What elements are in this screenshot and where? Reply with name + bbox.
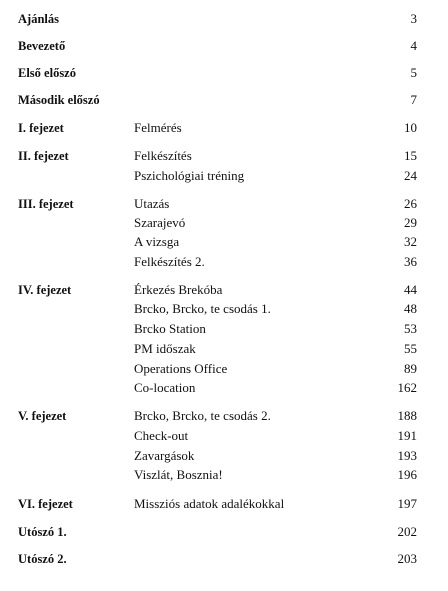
toc-chapter-title: Zavargások [134, 448, 195, 463]
toc-row [0, 299, 448, 319]
toc-row [0, 90, 448, 110]
toc-chapter-title: Brcko, Brcko, te csodás 2. [134, 408, 271, 423]
toc-row [0, 9, 448, 29]
toc-row [0, 118, 448, 138]
toc-page-number: 26 [404, 196, 417, 211]
toc-section-label: Első előszó [18, 66, 76, 80]
toc-page-number: 48 [404, 301, 417, 316]
toc-page-number: 5 [410, 65, 417, 80]
toc-row [0, 378, 448, 398]
toc-chapter-title: Érkezés Brekóba [134, 282, 223, 297]
toc-row [0, 36, 448, 56]
toc-page-number: 202 [397, 524, 417, 539]
toc-page-number: 15 [404, 148, 417, 163]
toc-chapter-title: Missziós adatok adalékokkal [134, 496, 285, 511]
toc-page-number: 89 [404, 361, 417, 376]
toc-chapter-title: Operations Office [134, 361, 228, 376]
toc-section-label: Második előszó [18, 93, 100, 107]
toc-chapter-title: PM időszak [134, 341, 196, 356]
toc-chapter-title: A vizsga [134, 234, 180, 249]
toc-page-number: 162 [397, 380, 417, 395]
toc-row [0, 339, 448, 359]
toc-page-number: 36 [404, 254, 417, 269]
toc-page-number: 53 [404, 321, 417, 336]
toc-row [0, 406, 448, 426]
toc-section-label: VI. fejezet [18, 497, 73, 511]
toc-page-number: 196 [397, 467, 417, 482]
toc-section-label: I. fejezet [18, 121, 64, 135]
toc-page-number: 10 [404, 120, 417, 135]
toc-chapter-title: Co-location [134, 380, 196, 395]
toc-chapter-title: Pszichológiai tréning [134, 168, 245, 183]
toc-chapter-title: Szarajevó [134, 215, 186, 230]
toc-page-number: 188 [397, 408, 417, 423]
toc-page-number: 24 [404, 168, 417, 183]
toc-chapter-title: Check-out [134, 428, 189, 443]
toc-page-number: 7 [410, 92, 417, 107]
toc-section-label: IV. fejezet [18, 283, 72, 297]
toc-row [0, 280, 448, 300]
toc-page-number: 32 [404, 234, 417, 249]
toc-row [0, 522, 448, 542]
toc-row [0, 494, 448, 514]
toc-row [0, 146, 448, 166]
toc-chapter-title: Viszlát, Bosznia! [134, 467, 223, 482]
toc-row [0, 194, 448, 214]
toc-section-label: Utószó 2. [18, 552, 67, 566]
toc-chapter-title: Utazás [134, 196, 170, 211]
toc-page-number: 44 [404, 282, 417, 297]
toc-page-number: 193 [397, 448, 417, 463]
toc-page-number: 191 [397, 428, 417, 443]
toc-row [0, 549, 448, 569]
toc-section-label: II. fejezet [18, 149, 69, 163]
toc-section-label: III. fejezet [18, 197, 74, 211]
toc-row [0, 465, 448, 485]
toc-chapter-title: Felmérés [134, 120, 182, 135]
toc-page-number: 55 [404, 341, 417, 356]
toc-row [0, 426, 448, 446]
toc-row [0, 232, 448, 252]
toc-row [0, 446, 448, 466]
toc-section-label: Utószó 1. [18, 525, 67, 539]
toc-row [0, 166, 448, 186]
toc-chapter-title: Brcko, Brcko, te csodás 1. [134, 301, 271, 316]
toc-row [0, 63, 448, 83]
toc-page-number: 3 [410, 11, 417, 26]
toc-row [0, 319, 448, 339]
toc-row [0, 359, 448, 379]
toc-section-label: Bevezető [18, 39, 66, 53]
toc-page-number: 29 [404, 215, 417, 230]
toc-page-number: 4 [410, 38, 417, 53]
toc-chapter-title: Felkészítés [134, 148, 192, 163]
toc-row [0, 252, 448, 272]
toc-page-number: 203 [397, 551, 417, 566]
toc-row [0, 213, 448, 233]
toc-section-label: Ajánlás [18, 12, 59, 26]
toc-page-number: 197 [397, 496, 417, 511]
toc-chapter-title: Felkészítés 2. [134, 254, 205, 269]
toc-chapter-title: Brcko Station [134, 321, 206, 336]
toc-section-label: V. fejezet [18, 409, 67, 423]
